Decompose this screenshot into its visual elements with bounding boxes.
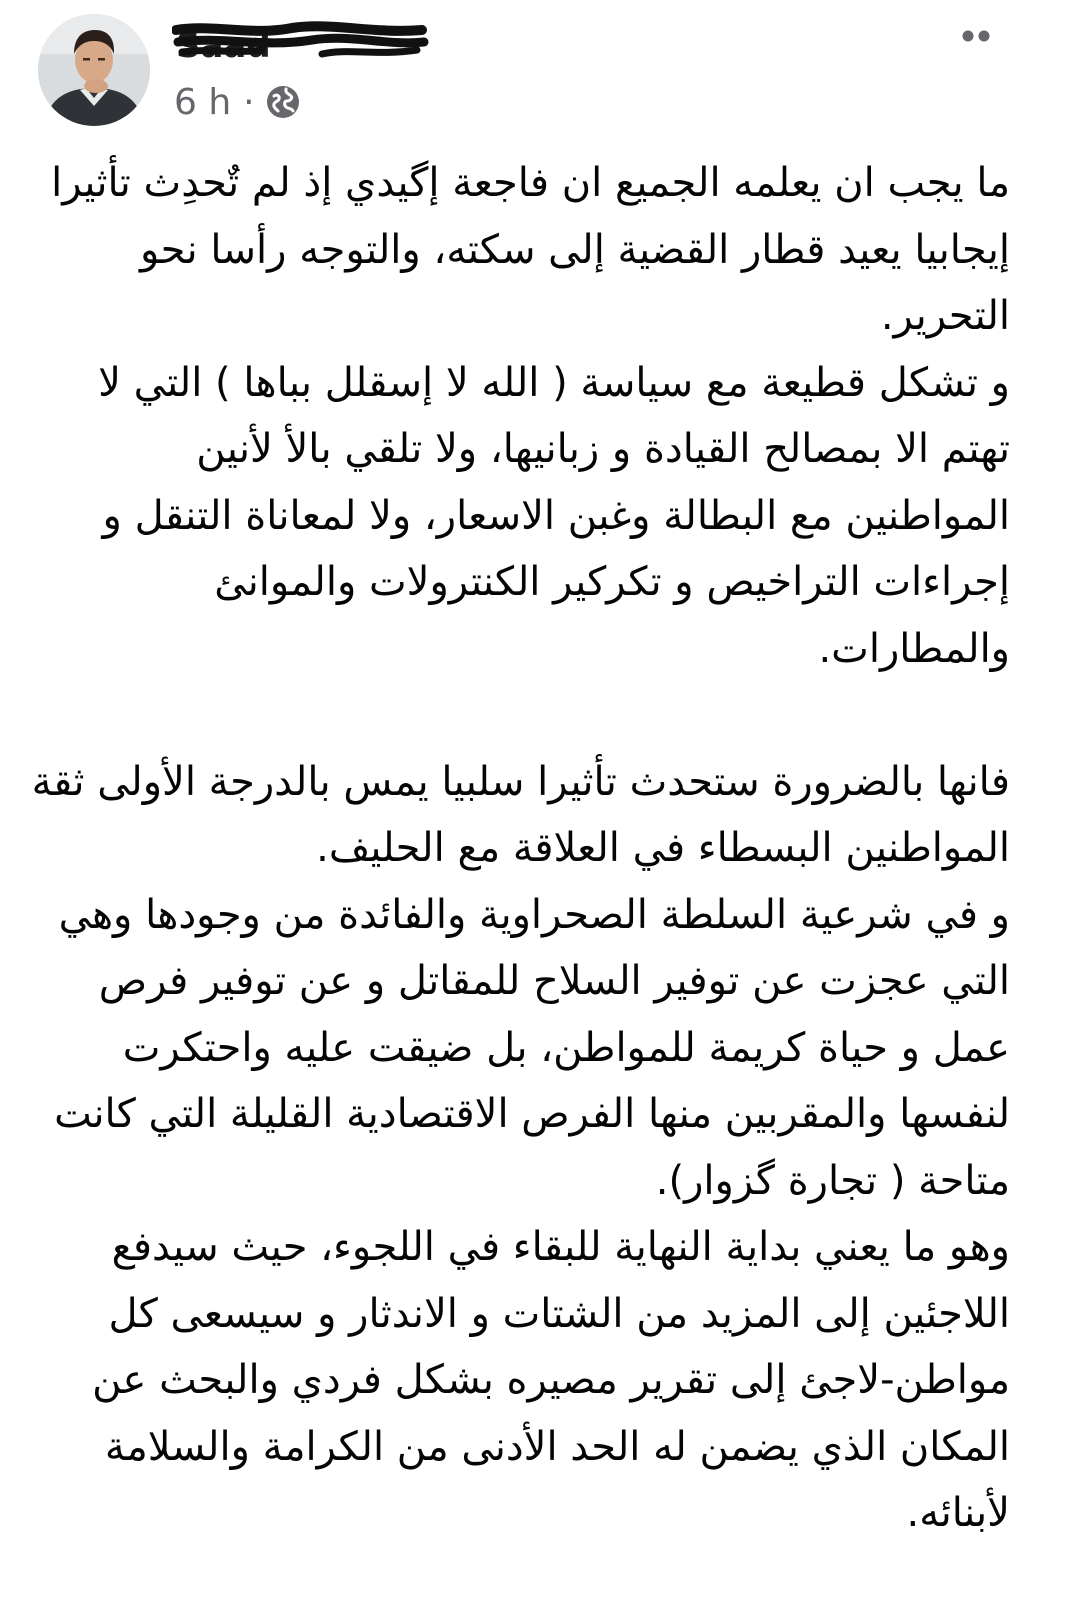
post-paragraph-3: فانها بالضرورة ستحدث تأثيرا سلبيا يمس بالدرجة الأولى ثقة المواطنين البسطاء في العلاقة مع الحليف.	[31, 758, 1010, 871]
author-name[interactable]	[172, 18, 432, 66]
post-paragraph-spacer	[30, 682, 1010, 749]
post-header	[0, 0, 1080, 150]
more-options-button[interactable]	[952, 18, 1000, 54]
author-name-text: Saad	[176, 26, 271, 66]
post-meta	[174, 78, 301, 126]
post-paragraph-4: و في شرعية السلطة الصحراوية والفائدة من وجودها وهي التي عجزت عن توفير السلاح للمقاتل و عن توفير فرص عمل و حياة كريمة للمواطن، بل ضيقت عليه واحتكرت لنفسها والمقربين منها الفرص الاقتصادية القليلة التي كانت متاحة ( تجارة گزوار).	[54, 891, 1010, 1204]
post-paragraph-5: وهو ما يعني بداية النهاية للبقاء في اللجوء، حيث سيدفع اللاجئين إلى المزيد من الشتات و الاندثار و سيسعى كل مواطن-لاجئ إلى تقرير مصيره بشكل فردي والبحث عن المكان الذي يضمن له الحد الأدنى من الكرامة والسلامة لأبنائه.	[92, 1224, 1010, 1536]
more-options-icon	[956, 28, 996, 44]
globe-icon[interactable]	[265, 84, 301, 120]
post-text	[30, 150, 1010, 1547]
post-paragraph-1: ما يجب ان يعلمه الجميع ان فاجعة إگيدي إذ لم تٌحدِث تأثيرا إيجابيا يعيد قطار القضية إلى سكته، والتوجه رأسا نحو التحرير.	[51, 160, 1010, 339]
post-paragraph-2: و تشكل قطيعة مع سياسة ( الله لا إسقلل بباها ) التي لا تهتم الا بمصالح القيادة و زبانيها، ولا تلقي بالأ لأنين المواطنين مع البطالة وغبن الاسعار، ولا لمعاناة التنقل و إجراءات التراخيص و تكركير الكنترولات والموانئ والمطارات.	[98, 359, 1010, 672]
redaction-scribble	[172, 18, 432, 66]
post-timestamp[interactable]: 6 h	[174, 81, 232, 123]
meta-separator: ·	[243, 81, 255, 123]
author-avatar[interactable]	[38, 14, 150, 126]
